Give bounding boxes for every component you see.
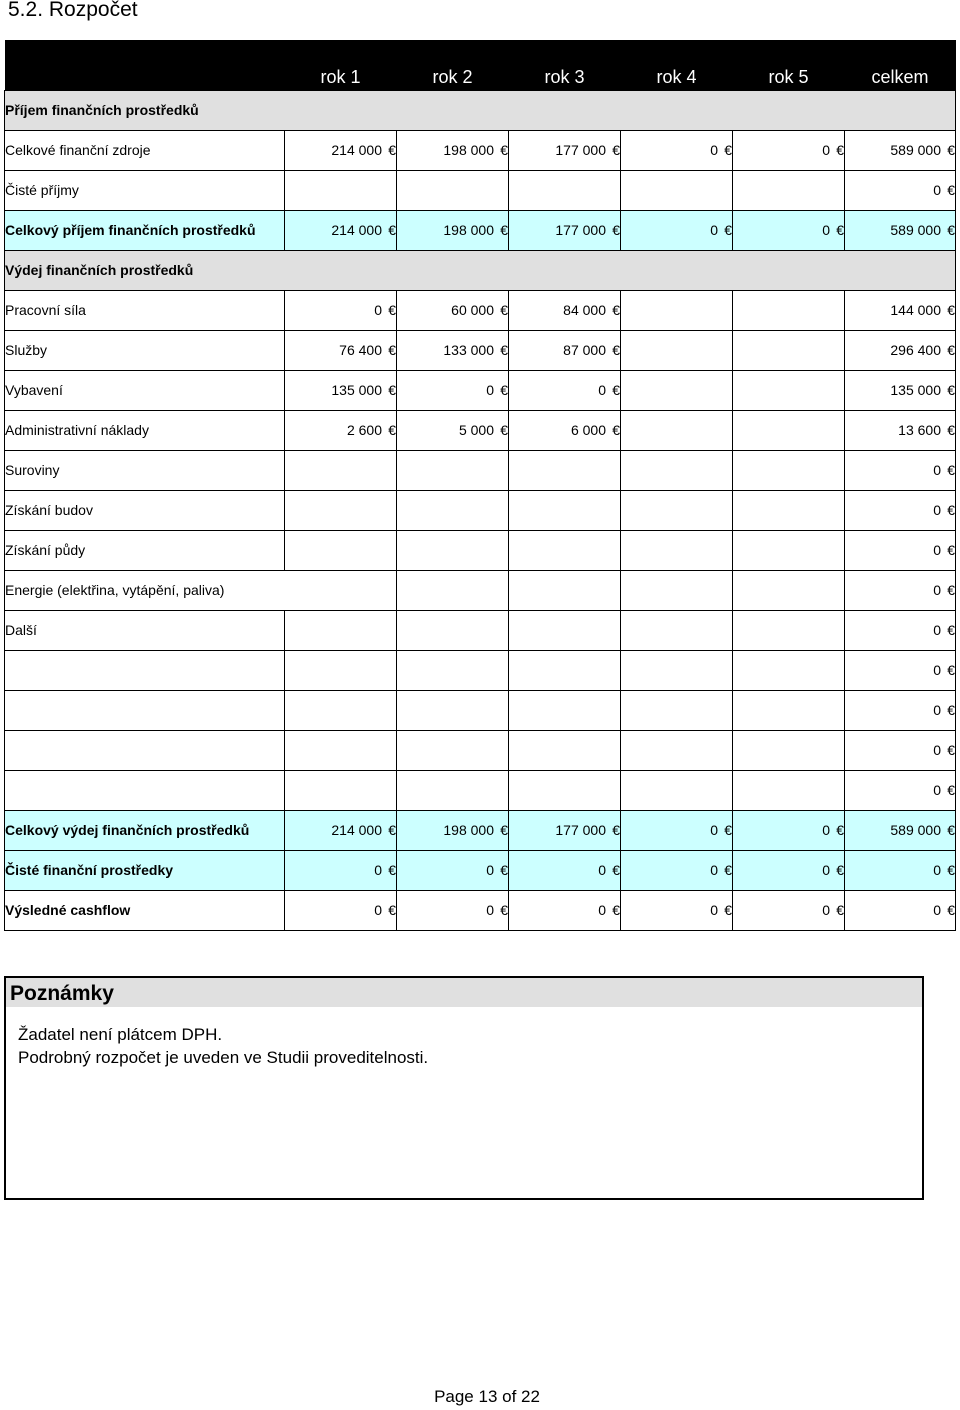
cell-empty: [509, 690, 621, 730]
cell-total: 589 000 €: [845, 210, 956, 250]
table-row: [5, 490, 956, 530]
cell-empty: [5, 730, 285, 770]
cell-empty: [509, 570, 621, 610]
cell-empty: [509, 450, 621, 490]
cell-empty: [621, 730, 733, 770]
cell-total: 144 000 €: [845, 290, 956, 330]
header-col: rok 5: [733, 40, 845, 90]
cell-total: 296 400 €: [845, 330, 956, 370]
header-col: rok 2: [397, 40, 509, 90]
row-label: Čisté příjmy: [5, 170, 285, 210]
header-col: rok 3: [509, 40, 621, 90]
cell-value: 6 000 €: [509, 410, 621, 450]
cell-total: 589 000 €: [845, 130, 956, 170]
cell-empty: [621, 370, 733, 410]
table-row-blank: [5, 690, 956, 730]
notes-line: Žadatel není plátcem DPH.: [18, 1025, 223, 1044]
cell-value: 0 €: [733, 130, 845, 170]
cell-total: 13 600 €: [845, 410, 956, 450]
cell-empty: [621, 330, 733, 370]
cell-value: 0 €: [285, 290, 397, 330]
cell-empty: [509, 770, 621, 810]
cell-total: 135 000 €: [845, 370, 956, 410]
table-row-total-income: [5, 210, 956, 250]
cell-value: 0 €: [621, 210, 733, 250]
table-row: [5, 450, 956, 490]
row-label: Čisté finanční prostředky: [5, 850, 285, 890]
cell-empty: [5, 650, 285, 690]
table-row-blank: [5, 770, 956, 810]
table-row: [5, 610, 956, 650]
section-title: 5.2. Rozpočet: [8, 0, 138, 21]
cell-empty: [509, 490, 621, 530]
cell-total: 0 €: [845, 890, 956, 930]
cell-total: 0 €: [845, 530, 956, 570]
cell-empty: [621, 770, 733, 810]
cell-empty: [733, 370, 845, 410]
cell-empty: [285, 530, 397, 570]
cell-empty: [733, 450, 845, 490]
table-row: [5, 570, 956, 610]
cell-total: 0 €: [845, 730, 956, 770]
cell-total: 0 €: [845, 490, 956, 530]
row-label: Energie (elektřina, vytápění, paliva): [5, 570, 397, 610]
cell-value: 0 €: [621, 850, 733, 890]
cell-value: 0 €: [733, 890, 845, 930]
cell-empty: [733, 290, 845, 330]
cell-empty: [621, 610, 733, 650]
cell-value: 214 000 €: [285, 210, 397, 250]
row-label: Vybavení: [5, 370, 285, 410]
cell-empty: [5, 690, 285, 730]
cell-value: 0 €: [397, 370, 509, 410]
cell-empty: [733, 410, 845, 450]
cell-empty: [509, 730, 621, 770]
cell-value: 0 €: [285, 890, 397, 930]
cell-value: 177 000 €: [509, 130, 621, 170]
section-row-expense: [5, 250, 956, 290]
cell-value: 214 000 €: [285, 810, 397, 850]
header-col: rok 1: [285, 40, 397, 90]
row-label: Služby: [5, 330, 285, 370]
table-row: [5, 170, 956, 210]
cell-value: 0 €: [733, 810, 845, 850]
row-label: Výsledné cashflow: [5, 890, 285, 930]
cell-empty: [397, 650, 509, 690]
cell-empty: [397, 770, 509, 810]
row-label: Celkový výdej finančních prostředků: [5, 810, 285, 850]
table-row-blank: [5, 650, 956, 690]
cell-empty: [621, 170, 733, 210]
table-row: [5, 530, 956, 570]
cell-value: 0 €: [509, 850, 621, 890]
cell-value: 5 000 €: [397, 410, 509, 450]
cell-empty: [285, 690, 397, 730]
cell-total: 0 €: [845, 690, 956, 730]
cell-total: 0 €: [845, 650, 956, 690]
table-row: [5, 130, 956, 170]
cell-value: 0 €: [509, 370, 621, 410]
cell-value: 135 000 €: [285, 370, 397, 410]
header-blank: [5, 40, 285, 90]
cell-value: 0 €: [621, 130, 733, 170]
cell-empty: [733, 170, 845, 210]
row-label: Administrativní náklady: [5, 410, 285, 450]
row-label: Získání budov: [5, 490, 285, 530]
cell-empty: [509, 650, 621, 690]
cell-empty: [509, 610, 621, 650]
cell-empty: [285, 650, 397, 690]
cell-total: 0 €: [845, 610, 956, 650]
table-row-net-funds: [5, 850, 956, 890]
cell-value: 198 000 €: [397, 810, 509, 850]
cell-empty: [285, 490, 397, 530]
cell-value: 177 000 €: [509, 810, 621, 850]
cell-value: 76 400 €: [285, 330, 397, 370]
cell-total: 0 €: [845, 170, 956, 210]
cell-value: 2 600 €: [285, 410, 397, 450]
cell-empty: [733, 730, 845, 770]
cell-empty: [733, 650, 845, 690]
row-label: Získání půdy: [5, 530, 285, 570]
cell-empty: [621, 650, 733, 690]
cell-empty: [733, 690, 845, 730]
table-header-row: [5, 40, 956, 90]
header-col: celkem: [845, 40, 956, 90]
table-row-total-expense: [5, 810, 956, 850]
section-label: Výdej finančních prostředků: [5, 250, 956, 290]
cell-empty: [621, 570, 733, 610]
row-label: Pracovní síla: [5, 290, 285, 330]
cell-total: 589 000 €: [845, 810, 956, 850]
row-label: Další: [5, 610, 285, 650]
notes-heading: Poznámky: [6, 978, 922, 1007]
cell-empty: [621, 690, 733, 730]
cell-empty: [397, 690, 509, 730]
cell-value: 0 €: [621, 890, 733, 930]
cell-value: 198 000 €: [397, 130, 509, 170]
table-row: [5, 290, 956, 330]
cell-empty: [509, 530, 621, 570]
cell-empty: [285, 730, 397, 770]
cell-empty: [285, 450, 397, 490]
cell-value: 0 €: [509, 890, 621, 930]
row-label: Celkový příjem finančních prostředků: [5, 210, 285, 250]
table-row-cashflow: [5, 890, 956, 930]
cell-empty: [285, 610, 397, 650]
cell-value: 0 €: [733, 850, 845, 890]
cell-value: 0 €: [621, 810, 733, 850]
table-row: [5, 370, 956, 410]
cell-empty: [621, 490, 733, 530]
cell-empty: [733, 530, 845, 570]
page-footer: Page 13 of 22: [434, 1387, 540, 1406]
cell-value: 177 000 €: [509, 210, 621, 250]
section-row-income: [5, 90, 956, 130]
cell-value: 0 €: [733, 210, 845, 250]
cell-empty: [285, 170, 397, 210]
cell-value: 84 000 €: [509, 290, 621, 330]
cell-total: 0 €: [845, 770, 956, 810]
cell-empty: [509, 170, 621, 210]
cell-value: 60 000 €: [397, 290, 509, 330]
table-row: [5, 410, 956, 450]
cell-empty: [397, 490, 509, 530]
cell-value: 133 000 €: [397, 330, 509, 370]
table-row-blank: [5, 730, 956, 770]
cell-empty: [5, 770, 285, 810]
cell-empty: [733, 330, 845, 370]
table-row: [5, 330, 956, 370]
cell-value: 198 000 €: [397, 210, 509, 250]
cell-total: 0 €: [845, 450, 956, 490]
header-col: rok 4: [621, 40, 733, 90]
cell-empty: [397, 610, 509, 650]
cell-empty: [397, 730, 509, 770]
section-label: Příjem finančních prostředků: [5, 90, 956, 130]
notes-line: Podrobný rozpočet je uveden ve Studii proveditelnosti.: [18, 1048, 429, 1067]
cell-value: 214 000 €: [285, 130, 397, 170]
cell-empty: [397, 170, 509, 210]
notes-box: [4, 976, 924, 1200]
cell-empty: [285, 770, 397, 810]
notes-body: [6, 1007, 922, 1069]
cell-empty: [733, 610, 845, 650]
cell-empty: [733, 570, 845, 610]
cell-total: 0 €: [845, 570, 956, 610]
cell-empty: [621, 290, 733, 330]
cell-empty: [733, 490, 845, 530]
cell-empty: [397, 570, 509, 610]
cell-empty: [397, 530, 509, 570]
row-label: Celkové finanční zdroje: [5, 130, 285, 170]
cell-value: 0 €: [285, 850, 397, 890]
cell-empty: [621, 410, 733, 450]
cell-value: 0 €: [397, 890, 509, 930]
cell-empty: [733, 770, 845, 810]
budget-table: [4, 40, 956, 931]
cell-empty: [621, 530, 733, 570]
cell-empty: [397, 450, 509, 490]
row-label: Suroviny: [5, 450, 285, 490]
cell-value: 87 000 €: [509, 330, 621, 370]
cell-total: 0 €: [845, 850, 956, 890]
cell-empty: [621, 450, 733, 490]
cell-value: 0 €: [397, 850, 509, 890]
